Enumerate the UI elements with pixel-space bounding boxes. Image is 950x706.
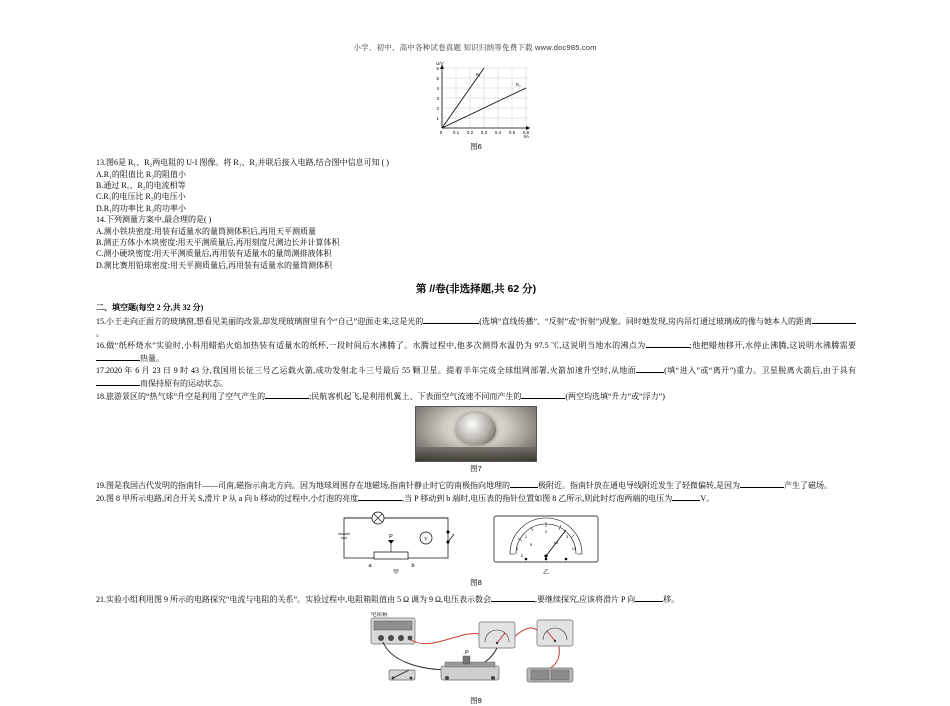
question-13-stem: 13.图6是 R₁、R₂两电阻的 U-I 图像。将 R₁、R₂并联后接入电路,结合图中信息可知 ( )	[96, 158, 389, 167]
answer-blank[interactable]	[646, 339, 690, 348]
section-2-subtitle: 二、填空题(每空 2 分,共 32 分)	[96, 303, 204, 313]
svg-text:U/V: U/V	[436, 61, 444, 66]
question-16	[96, 339, 856, 364]
question-20	[96, 492, 856, 505]
question-14-option-b: B.测正方体小木块密度:用天平测质量后,再用刻度尺测边长并计算体积	[96, 237, 340, 247]
svg-text:2: 2	[436, 106, 439, 111]
svg-text:2: 2	[544, 529, 548, 535]
svg-text:5: 5	[436, 76, 439, 81]
svg-text:0: 0	[520, 553, 524, 559]
figure-8-caption: 图8	[470, 578, 482, 588]
slider-p-label: P	[465, 650, 469, 656]
question-19-part-1: 19.图是我国古代发明的指南针——司南,磁指示南北方向。因为地球周围存在地磁场,指南针静止时它的南极指向地理的	[96, 481, 510, 491]
answer-blank[interactable]	[812, 315, 856, 324]
question-14-stem: 14.下列测量方案中,最合理的是( )	[96, 215, 212, 225]
svg-text:0.2: 0.2	[466, 130, 474, 135]
svg-text:1: 1	[436, 116, 439, 121]
question-14-option-c: C.测小硬块密度:用天平测质量后,再用装有适量水的量筒测排液体积	[96, 249, 332, 259]
svg-text:6: 6	[436, 66, 439, 71]
question-18-part-2: ;民航客机起飞,是利用机翼上、下表面空气流速不同而产生的	[309, 391, 522, 401]
answer-blank[interactable]	[491, 593, 535, 602]
svg-text:0: 0	[515, 546, 519, 552]
slider-label-a: a	[368, 563, 372, 570]
svg-text:10: 10	[553, 540, 559, 546]
question-17-part-1: 17.2020 年 6 月 23 日 9 时 43 分,我国用长征三号乙运载火箭,成功发射北斗三号最后 55 颗卫星。提着半年完成全球组网部署,火箭加速升空时,从地面	[96, 366, 637, 376]
figure-7-image	[415, 406, 537, 462]
figure-7	[96, 406, 856, 474]
question-21-part-3: 移。	[663, 595, 680, 605]
question-17-part-3: 而保持原有的运动状态。	[140, 379, 228, 389]
question-21-part-1: 21.实验小组利用图 9 所示的电路探究“电流与电阻的关系”。实验过程中,电阻箱阻值由 5 Ω 调为 9 Ω,电压表示数会	[96, 595, 491, 605]
document-content	[96, 60, 856, 706]
figure-9	[96, 612, 856, 706]
question-14-option-d: D.测比赛用铅球密度:用天平测质量后,再用装有适量水的量筒测体积	[96, 260, 332, 270]
question-16-part-3: 热量。	[140, 353, 164, 363]
figure-9-label-resistance-box: 电阻箱	[371, 612, 388, 618]
svg-text:5: 5	[529, 542, 533, 548]
question-20-part-2: ,当 P 移动到 b 端时,电压表的指针位置如图 8 乙所示,则此时灯泡两端的电压为	[402, 493, 673, 503]
question-14-option-a: A.测小铁块密度:用装有适量水的量筒测体积后,再用天平测质量	[96, 226, 316, 236]
question-16-part-2: ;他把蜡烛移开,水停止沸腾,这说明水沸腾需要	[689, 341, 856, 351]
question-13-option-b: B.通过 R₁、R₂的电流相等	[96, 180, 186, 190]
question-19-part-2: 极附近。指南针放在通电导线附近发生了轻微偏转,是因为	[538, 481, 740, 491]
answer-blank[interactable]	[423, 315, 479, 324]
svg-text:0.3: 0.3	[480, 130, 488, 135]
question-13-option-c: C.R₁的电压比 R₂的电压小	[96, 192, 186, 202]
figure-7-caption: 图7	[470, 464, 482, 474]
figure-8-diagram	[326, 510, 626, 576]
answer-blank[interactable]	[96, 352, 140, 361]
answer-blank[interactable]	[510, 479, 538, 488]
answer-blank[interactable]	[636, 364, 664, 373]
site-header: 小学、初中、高中各种试卷真题 知识归纳等免费下载 www.doc985.com	[353, 43, 597, 52]
question-18-part-1: 18.旅游景区的“热气球”升空是利用了空气产生的	[96, 391, 266, 401]
figure-8-label-jia: 甲	[392, 570, 400, 577]
answer-blank[interactable]	[635, 593, 663, 602]
question-15-part-3: 。	[96, 328, 104, 338]
section-2-title: 第 //卷(非选择题,共 62 分)	[415, 283, 537, 296]
question-18	[96, 390, 856, 403]
answer-blank[interactable]	[740, 479, 784, 488]
answer-blank[interactable]	[672, 492, 700, 501]
svg-text:I/A: I/A	[523, 134, 529, 139]
figure-9-caption: 图9	[470, 696, 482, 705]
question-19	[96, 479, 856, 492]
answer-blank[interactable]	[265, 390, 309, 399]
svg-text:1: 1	[524, 534, 528, 540]
svg-text:3: 3	[436, 96, 439, 101]
question-15-part-1: 15.小王走向正面方的玻璃窗,想看见美丽的改景,却发现玻璃窗里有个“自己”迎面走来,这是光的	[96, 317, 424, 327]
question-17-part-2: (填“进入”或“离开”)重力。卫星脱离火箭后,由于具有	[664, 366, 856, 376]
svg-text:0.6: 0.6	[522, 130, 530, 135]
slider-label-p: P	[389, 534, 393, 541]
answer-blank[interactable]	[358, 492, 402, 501]
question-20-part-1: 20.图 8 甲所示电路,闭合开关 S,滑片 P 从 a 向 b 移动的过程中,小灯泡的亮度	[96, 493, 359, 503]
question-21-part-2: ,要继续探究,应该将滑片 P 向	[535, 595, 636, 605]
figure-8	[96, 510, 856, 588]
question-15-part-2: (选填“直线传播”、“反射”或“折射”)现象。同时她发现,房内吊灯通过玻璃成的像与她本人的距离	[479, 317, 812, 327]
voltmeter-symbol: V	[424, 537, 428, 543]
svg-text:4: 4	[436, 86, 439, 91]
svg-text:0: 0	[439, 130, 443, 135]
svg-text:3: 3	[565, 534, 569, 540]
question-15	[96, 315, 856, 339]
figure-6-graph	[416, 60, 536, 140]
question-21	[96, 593, 856, 606]
svg-text:R₁: R₁	[476, 72, 481, 77]
question-18-part-3: (两空均选填“升力”或“浮力”)	[565, 391, 665, 401]
question-16-part-1: 16.做“纸杯烧水”实验时,小科用蜡焰火焰加热装有适量水的纸杯,一段时间后水沸腾了。水腾过程中,他多次测得水温仍为 97.5 ℃,这说明当地水的沸点为	[96, 341, 646, 351]
answer-blank[interactable]	[96, 377, 140, 386]
question-19-part-3: 产生了磁场。	[784, 481, 832, 491]
figure-8-label-yi: 乙	[542, 570, 550, 577]
answer-blank[interactable]	[521, 390, 565, 399]
svg-text:15: 15	[571, 546, 577, 552]
figure-6	[96, 60, 856, 152]
svg-text:R₂: R₂	[516, 82, 521, 87]
question-20-part-3: V。	[700, 493, 715, 503]
question-13-option-a: A.R₁的阻值比 R₂的阻值小	[96, 169, 187, 179]
question-13-option-d: D.R₁的功率比 R₂的功率小	[96, 203, 187, 213]
figure-9-photo	[311, 612, 641, 694]
svg-text:0.4: 0.4	[494, 130, 502, 135]
svg-text:0.1: 0.1	[452, 130, 460, 135]
svg-text:0.5: 0.5	[508, 130, 516, 135]
slider-label-b: b	[411, 563, 415, 570]
question-17	[96, 364, 856, 389]
figure-6-caption: 图6	[470, 142, 482, 151]
